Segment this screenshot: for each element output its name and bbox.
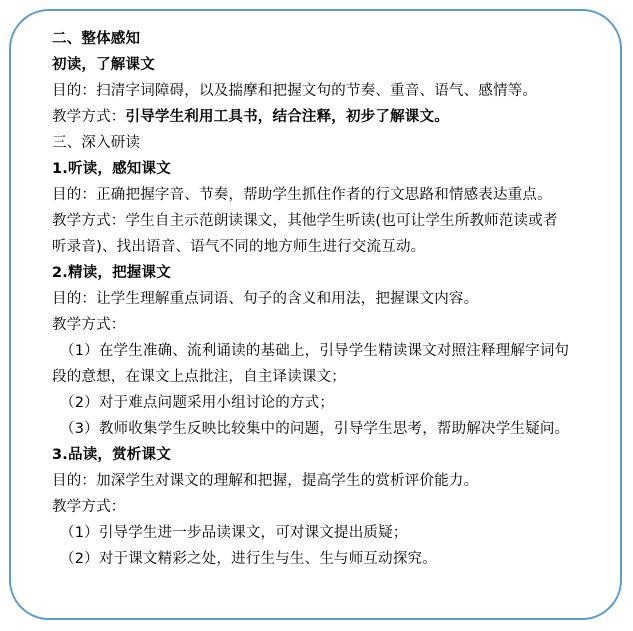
section-heading-overall: 二、整体感知 bbox=[52, 31, 141, 47]
close-read-item-2: （2）对于难点问题采用小组讨论的方式； bbox=[60, 395, 335, 411]
appreciate-read-item-2: （2）对于课文精彩之处，进行生与生、生与师互动探究。 bbox=[60, 551, 437, 567]
close-read-item-1-line2: 段的意想，在课文上点批注，自主译读课文； bbox=[52, 369, 346, 385]
subheading-appreciate-read: 3.品读，赏析课文 bbox=[52, 447, 171, 463]
close-read-item-1-line1: （1）在学生准确、流利诵读的基础上，引导学生精读课文对照注释理解字词句 bbox=[60, 343, 570, 359]
method-first-read bbox=[52, 104, 618, 130]
document-body bbox=[52, 26, 618, 572]
appreciate-read-item-1: （1）引导学生进一步品读课文，可对课文提出质疑； bbox=[60, 525, 408, 541]
method-label: 教学方式： bbox=[52, 109, 126, 125]
subheading-listen-read: 1.听读，感知课文 bbox=[52, 161, 171, 177]
method-text-bold: 引导学生利用工具书，结合注释，初步了解课文。 bbox=[125, 109, 449, 125]
purpose-first-read: 目的：扫清字词障碍，以及揣摩和把握文句的节奏、重音、语气、感情等。 bbox=[52, 83, 538, 99]
method-label-appreciate-read: 教学方式： bbox=[52, 499, 126, 515]
purpose-close-read: 目的：让学生理解重点词语、句子的含义和用法，把握课文内容。 bbox=[52, 291, 479, 307]
close-read-item-3: （3）教师收集学生反映比较集中的问题，引导学生思考，帮助解决学生疑问。 bbox=[60, 421, 570, 437]
purpose-listen-read: 目的：正确把握字音、节奏，帮助学生抓住作者的行文思路和情感表达重点。 bbox=[52, 187, 552, 203]
purpose-appreciate-read: 目的：加深学生对课文的理解和把握，提高学生的赏析评价能力。 bbox=[52, 473, 479, 489]
subheading-first-read: 初读，了解课文 bbox=[52, 57, 155, 73]
subheading-close-read: 2.精读，把握课文 bbox=[52, 265, 171, 281]
method-listen-read-line1: 教学方式：学生自主示范朗读课文，其他学生听读(也可让学生所教师范读或者 bbox=[52, 213, 558, 229]
method-label-close-read: 教学方式： bbox=[52, 317, 126, 333]
section-heading-deep-study: 三、深入研读 bbox=[52, 135, 141, 151]
method-listen-read-line2: 听录音)、找出语音、语气不同的地方师生进行交流互动。 bbox=[52, 239, 426, 255]
